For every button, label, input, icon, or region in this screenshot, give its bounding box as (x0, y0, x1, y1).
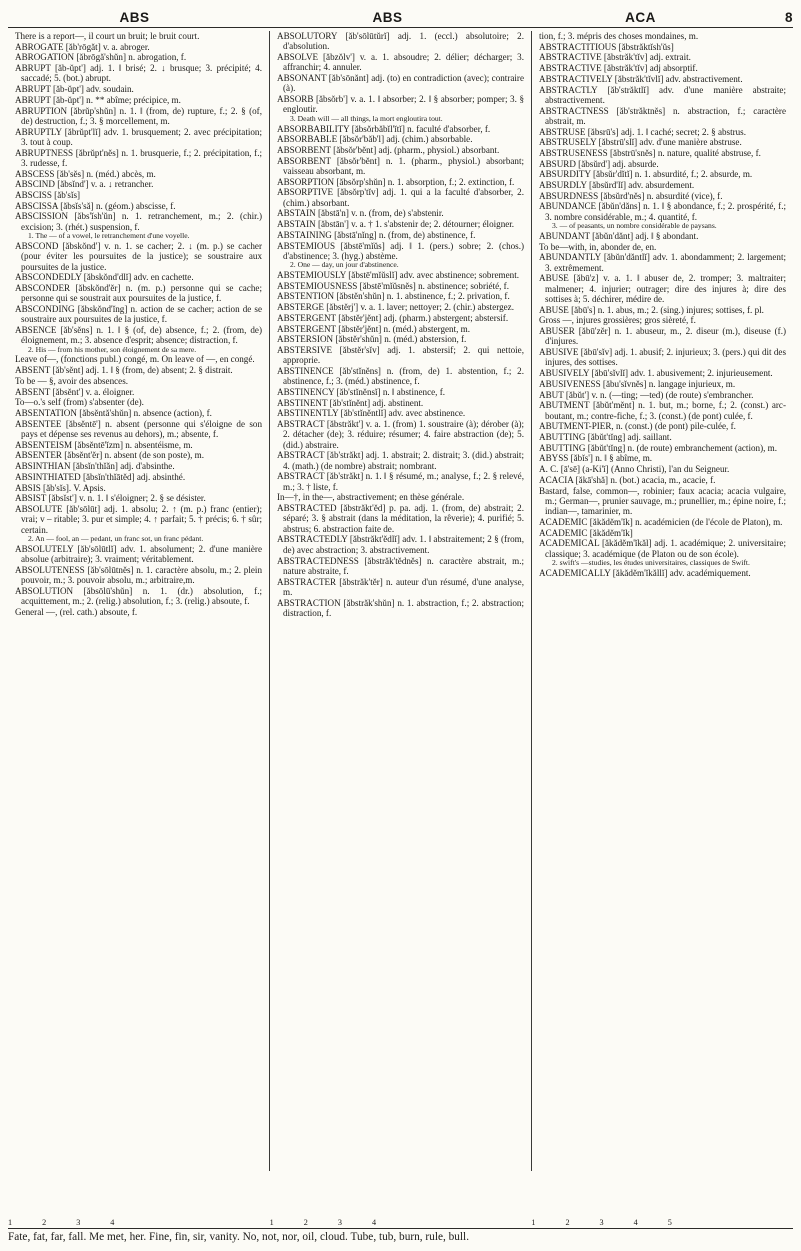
dictionary-entry (277, 134, 524, 144)
entry-text: ABSOLVE [ăbzŏlv'] v. a. 1. absoudre; 2. délier; décharger; 3. affranchir; 4. annuler. (277, 52, 524, 73)
dictionary-entry (277, 291, 524, 301)
running-head-right: ACA (625, 10, 656, 25)
entry-text: ABRUPTLY [ăbrŭpt'lĭ] adv. 1. brusquement; 2. avec précipitation; 3. tout à coup. (15, 126, 262, 147)
dictionary-entry (539, 106, 786, 127)
entry-text: ABUTMENT [ăbŭt'mĕnt] n. 1. but, m.; borne, f.; 2. (const.) arc-boutant, m.; contre-fiche, f.; 3. (const.) (de pont) culée, f. (539, 400, 786, 421)
dictionary-entry (15, 179, 262, 189)
entry-text: ABSTINENCY [ăb'stĭnĕnsĭ] n. ‖ abstinence, f. (277, 386, 446, 397)
entry-text: tion, f.; 3. mépris des choses mondaines, m. (539, 31, 699, 41)
entry-text: To be — §, avoir des absences. (15, 375, 129, 386)
page-number: 8 (784, 10, 793, 25)
key-num: 5 (667, 1218, 672, 1228)
dictionary-entry (539, 538, 786, 567)
entry-text: ABSORBENT [ăbsŏr'bĕnt] n. 1. (pharm., physiol.) absorbant; vaisseau absorbant, m. (277, 155, 524, 176)
dictionary-column (8, 31, 269, 1171)
entry-text: ABSTRACTER [ăbstrăk'tĕr] n. auteur d'un résumé, d'une analyse, m. (277, 576, 524, 597)
entry-text: ABSOLUTORY [ăb'sōlūtŭrĭ] adj. 1. (eccl.) absolutoire; 2. d'absolution. (277, 31, 524, 52)
dictionary-entry (277, 471, 524, 492)
dictionary-entry (277, 334, 524, 344)
entry-text: ABSORB [ăbsŏrb'] v. a. 1. ‖ absorber; 2. ‖ § absorber; pomper; 3. § engloutir. (277, 94, 524, 115)
dictionary-entry (277, 450, 524, 471)
entry-text: ABSIS [ăb'sĭs]. V. Apsis. (15, 482, 106, 493)
dictionary-entry (277, 419, 524, 450)
dictionary-entry (539, 464, 786, 474)
dictionary-entry (277, 387, 524, 397)
entry-note: 2. One — day, un jour d'abstinence. (290, 260, 399, 270)
entry-text: ABSTEMIOUSLY [ăbstē'mĭŭslĭ] adv. avec abstinence; sobrement. (277, 270, 519, 281)
entry-text: ABSTRACTNESS [ăb'străktnĕs] n. abstraction, f.; caractère abstrait, m. (539, 105, 786, 126)
entry-text: ABSURDLY [ăbsŭrd'lĭ] adv. absurdement. (539, 180, 695, 191)
key-num: 3 (337, 1218, 342, 1228)
dictionary-entry (539, 201, 786, 230)
dictionary-entry (15, 440, 262, 450)
entry-text: ABSOLUTION [ăbsōlū'shŭn] n. 1. (dr.) absolution, f.; acquittement, m.; 2. (relig.) absolution, f.; 3. (relig.) absoute, f. (15, 585, 262, 607)
dictionary-entry (539, 347, 786, 368)
entry-text: ABSORBABILITY [ăbsŏrbăbĭl'ĭtĭ] n. faculté d'absorber, f. (277, 123, 491, 134)
dictionary-entry (539, 379, 786, 389)
entry-text: ABSOLUTE [ăb'sōlūt] adj. 1. absolu; 2. ↑ (m. p.) franc (entier); vrai; v – ritable; 3. pur et simple; 4. ↑ parfait; 5. † précis; 6. † sûr; certain. (15, 503, 262, 535)
dictionary-entry (277, 52, 524, 73)
dictionary-entry (539, 453, 786, 463)
running-head (8, 10, 793, 25)
key-num: 4 (110, 1218, 115, 1228)
entry-text: ABSORPTION [ăbsŏrp'shŭn] n. 1. absorption, f.; 2. extinction, f. (277, 176, 515, 187)
entry-text: ABROGATE [ăb'rōgăt] v. a. abroger. (15, 41, 150, 52)
key-num: 3 (76, 1218, 81, 1228)
entry-text: ABSTAINING [ăbstā'nĭng] n. (from, de) abstinence, f. (277, 229, 476, 240)
dictionary-entry (15, 450, 262, 460)
dictionary-entry (539, 273, 786, 304)
entry-text: To—o.'s self (from) s'absenter (de). (15, 397, 144, 408)
dictionary-entry (15, 127, 262, 148)
entry-text: ABSTENTION [ăbstĕn'shŭn] n. 1. abstinence, f.; 2. privation, f. (277, 291, 510, 302)
dictionary-entry (277, 187, 524, 208)
key-num: 4 (633, 1218, 638, 1228)
entry-text: ABSTRACTION [ăbstrăk'shŭn] n. 1. abstraction, f.; 2. abstraction; distraction, f. (277, 597, 524, 618)
entry-text: ABSURDNESS [ăbsŭrd'nĕs] n. absurdité (vice), f. (539, 190, 723, 201)
entry-text: ABSTEMIOUS [ăbstē'mĭŭs] adj. ‖ 1. (pers.) sobre; 2. (chos.) d'abstinence; 3. (hyg.) abstème. (277, 240, 524, 261)
entry-text: Leave of—, (fonctions publ.) congé, m. On leave of —, en congé. (15, 354, 255, 365)
entry-text: ABSTRACTEDLY [ăbstrăkt'ĕdlĭ] adv. 1. ‖ abstraitement; 2 § (from, de) avec abstraction; 3. abstractivement. (277, 534, 524, 555)
dictionary-entry (277, 345, 524, 366)
entry-text: ABSTERSION [ăbstĕr'shŭn] n. (méd.) abstersion, f. (277, 334, 467, 345)
dictionary-entry (15, 201, 262, 211)
key-num: 2 (42, 1218, 47, 1228)
dictionary-entry (539, 421, 786, 431)
dictionary-entry (539, 31, 786, 41)
entry-text: ABSTRUSELY [ăbstrū'slĭ] adv. d'une manière abstruse. (539, 137, 742, 148)
key-num: 1 (531, 1218, 536, 1228)
entry-text: ABUSIVE [ăbū'sĭv] adj. 1. abusif; 2. injurieux; 3. (pers.) qui dit des injures, des sottises. (539, 347, 786, 368)
entry-text: ACACIA [ăkā'shă] n. (bot.) acacia, m., acacie, f. (539, 474, 716, 485)
entry-text: ABSURD [ăbsŭrd'] adj. absurde. (539, 158, 659, 169)
entry-text: ABSORBENT [ăbsŏr'bĕnt] adj. (pharm., physiol.) absorbant. (277, 144, 500, 155)
entry-text: ABSTRACTIVELY [ăbstrăk'tĭvlĭ] adv. abstractivement. (539, 73, 743, 84)
pronunciation-key (8, 1218, 793, 1245)
dictionary-entry (15, 304, 262, 325)
entry-text: General —, (rel. cath.) absoute, f. (15, 606, 138, 617)
key-num: 4 (371, 1218, 377, 1228)
entry-text: ABRUPTION [ăbrŭp'shŭn] n. 1. ‖ (from, de) rupture, f.; 2. § (of, de) destruction, f.; 3. § morcellement, m. (15, 105, 262, 126)
dictionary-entry (15, 607, 262, 617)
dictionary-entry (277, 219, 524, 229)
dictionary-entry (539, 85, 786, 106)
dictionary-column (269, 31, 531, 1171)
dictionary-entry (15, 31, 262, 41)
dictionary-entry (539, 127, 786, 137)
dictionary-entry (15, 63, 262, 84)
entry-text: ABSCONDING [ăbskŏnd'ĭng] n. action de se cacher; action de se soustraire aux poursuites de la justice, f. (15, 303, 262, 325)
entry-note: 2. His — from his mother, son éloignement de sa mere. (28, 344, 197, 354)
entry-text: ABSENT [ăbsĕnt'] v. a. éloigner. (15, 386, 135, 397)
entry-text: ABUSER [ăbū'zĕr] n. 1. abuseur, m., 2. diseur (m.), diseuse (f.) d'injures. (539, 326, 786, 347)
entry-text: ABSCISSA [ăbsĭs'să] n. (géom.) abscisse, f. (15, 200, 176, 211)
entry-text: ABSORBABLE [ăbsŏr'băb'l] adj. (chim.) absorbable. (277, 134, 473, 145)
dictionary-entry (277, 156, 524, 177)
dictionary-entry (539, 191, 786, 201)
entry-text: ABSONANT [ăb'sōnănt] adj. (to) en contradiction (avec); contraire (à). (277, 73, 524, 94)
entry-text: ABUSE [ăbū's] n. 1. abus, m.; 2. (sing.) injures; sottises, f. pl. (539, 304, 764, 315)
entry-text: ABSENTATION [ăbsĕntă'shŭn] n. absence (action), f. (15, 408, 212, 418)
dictionary-entry (15, 472, 262, 482)
entry-text: ABSTERSIVE [ăbstĕr'sĭv] adj. 1. abstersif; 2. qui nettoie, approprie. (277, 344, 524, 366)
dictionary-entry (15, 419, 262, 440)
dictionary-entry (277, 398, 524, 408)
entry-note: 2. An — fool, an — pedant, un franc sot, un franc pédant. (28, 533, 204, 543)
entry-text: In—†, in the—, abstractivement; en thèse générale. (277, 492, 465, 503)
dictionary-entry (15, 272, 262, 282)
entry-text: ABYSS [ăbĭs'] n. ‖ § abîme, m. (539, 453, 653, 464)
entry-text: ABSINTHIAN [ăbsĭn'thĭăn] adj. d'absinthe. (15, 461, 175, 472)
dictionary-entry (277, 270, 524, 280)
dictionary-entry (539, 42, 786, 52)
entry-text: ABSENCE [ăb'sĕns] n. 1. ‖ § (of, de) absence, f.; 2. (from, de) éloignement, m.; 3. absence d'esprit; absence; distraction, f. (15, 324, 262, 346)
header-divider (8, 27, 793, 28)
dictionary-entry (277, 302, 524, 312)
dictionary-entry (539, 137, 786, 147)
entry-text: ABSTRUSENESS [ăbstrū'snĕs] n. nature, qualité abstruse, f. (539, 147, 761, 158)
dictionary-entry (15, 241, 262, 272)
running-head-left: ABS (119, 10, 150, 25)
dictionary-entry (539, 486, 786, 517)
entry-text: ABSOLUTELY [ăb'sōlūtlĭ] adv. 1. absolument; 2. d'une manière absolue (arbitraire); 3. vraiment; véritablement. (15, 543, 262, 565)
dictionary-entry (539, 400, 786, 421)
entry-text: ABSOLUTENESS [ăb'sōlūtnĕs] n. 1. caractère absolu, m.; 2. plein pouvoir, m.; 3. pouvoir absolu, m.; arbitraire,m. (15, 564, 262, 586)
dictionary-entry (277, 534, 524, 555)
dictionary-entry (15, 544, 262, 565)
entry-text: ABRUPTNESS [ăbrŭpt'nĕs] n. 1. brusquerie, f.; 2. précipitation, f.; 3. rudesse, f. (15, 147, 262, 168)
dictionary-entry (277, 503, 524, 534)
dictionary-entry (539, 159, 786, 169)
entry-text: ABROGATION [ăbrōgă'shŭn] n. abrogation, f. (15, 52, 187, 63)
dictionary-entry (15, 461, 262, 471)
entry-text: ABSIST [ăbsĭst'] v. n. 1. ‖ s'éloigner; 2. § se désister. (15, 493, 206, 504)
entry-text: ABSTRACTIVE [ăbstrăk'tĭv] adj absorptif. (539, 63, 698, 74)
dictionary-entry (15, 211, 262, 240)
entry-text: ABRUPT [ăb-ŭpt'] n. ** abîme; précipice, m. (15, 94, 181, 105)
dictionary-entry (15, 148, 262, 169)
entry-text: ABSTINENCE [ăb'stĭnĕns] n. (from, de) 1. abstention, f.; 2. abstinence, f.; 3. (méd.) abstinence, f. (277, 365, 524, 387)
key-num: 2 (303, 1218, 308, 1228)
entry-note: 3. — of peasants, un nombre considérable de paysans. (552, 221, 717, 231)
dictionary-entry (15, 354, 262, 364)
entry-text: ABUTTING [ăbŭt'tĭng] adj. saillant. (539, 432, 672, 442)
entry-text: ABSENTEE [ăbsĕntē'] n. absent (personne qui s'éloigne de son pays et dépense ses revenus au dehors), m.; absente, f. (15, 418, 262, 440)
dictionary-entry (539, 517, 786, 527)
dictionary-entry (277, 94, 524, 123)
dictionary-entry (277, 177, 524, 187)
dictionary-entry (15, 408, 262, 418)
dictionary-entry (539, 315, 786, 325)
dictionary-entry (277, 577, 524, 598)
entry-text: ABSCIND [ăbsĭnd'] v. a. ↓ retrancher. (15, 179, 154, 190)
entry-text: ABUNDANCE [ăbŭn'dăns] n. 1. ‖ § abondance, f.; 2. prospérité, f.; 3. nombre considérable, m.; 4. quantité, f. (539, 201, 786, 222)
key-numbers-right (531, 1218, 793, 1227)
dictionary-entry (15, 95, 262, 105)
entry-text: ABUSIVELY [ăbū'sĭvlĭ] adv. 1. abusivement; 2. injurieusement. (539, 368, 773, 379)
entry-text: ABRUPT [ăb-ŭpt'] adv. soudain. (15, 84, 134, 95)
running-head-center: ABS (372, 10, 403, 25)
entry-text: Gross —, injures grossières; gros sièreté, f. (539, 315, 696, 326)
dictionary-entry (277, 556, 524, 577)
dictionary-entry (539, 252, 786, 273)
dictionary-entry (15, 84, 262, 94)
entry-text: ABUSIVENESS [ăbu'sĭvnĕs] n. langage injurieux, m. (539, 378, 736, 389)
entry-text: ABSINTHIATED [ăbsĭn'thĭātĕd] adj. absinthé. (15, 471, 186, 482)
entry-text: ABSTERGENT [ăbstĕr'jĕnt] adj. (pharm.) abstergent; abstersif. (277, 312, 509, 323)
dictionary-entry (15, 52, 262, 62)
dictionary-entry (15, 387, 262, 397)
dictionary-entry (15, 325, 262, 354)
dictionary-entry (539, 390, 786, 400)
dictionary-entry (539, 242, 786, 252)
dictionary-entry (277, 492, 524, 502)
dictionary-entry (539, 231, 786, 241)
entry-text: ABUTMENT-PIER, n. (const.) (de pont) pile-culée, f. (539, 421, 736, 432)
entry-text: ABRUPT [ăb-ŭpt'] adj. 1. ‖ brisé; 2. ↓ brusque; 3. précipité; 4. saccadé; 5. (bot.) abrupt. (15, 63, 262, 84)
dictionary-entry (539, 432, 786, 442)
entry-text: ABSCESS [ăb'sĕs] n. (méd.) abcès, m. (15, 168, 156, 179)
entry-note: 3. Death will — all things, la mort engloutira tout. (290, 113, 443, 123)
entry-text: ABUSE [ăbū'z] v. a. 1. ‖ abuser de, 2. tromper; 3. maltraiter; malmener; 4. injurier; outrager; dire des injures à; dire des sottises à; 5. déchirer, médire de. (539, 273, 786, 305)
entry-text: ABUT [ăbŭt'] v. n. (—ting; —ted) (de route) s'embrancher. (539, 389, 754, 400)
entry-text: ABUNDANTLY [ăbŭn'dăntlĭ] adv. 1. abondamment; 2. largement; 3. extrêmement. (539, 252, 786, 273)
entry-text: ABSTRACT [ăbstrăkt'] v. a. 1. (from) 1. soustraire (à); dérober (à); 2. détacher (de); 3. réduire; résumer; 4. faire abstraction (de); 5. (did.) abstraire. (277, 419, 524, 450)
entry-text: ABSCONDER [ăbskŏnd'ĕr] n. (m. p.) personne qui se cache; personne qui se soustrait aux poursuites de la justice, f. (15, 282, 262, 304)
entry-text: ABSTINENT [ăb'stĭnĕnt] adj. abstinent. (277, 397, 424, 408)
entry-text: ABSENT [ăb'sĕnt] adj. 1. ‖ § (from, de) absent; 2. § distrait. (15, 365, 233, 376)
key-numbers-left (8, 1218, 270, 1227)
dictionary-entry (15, 190, 262, 200)
entry-text: ABSTEMIOUSNESS [ăbstē'mĭŭsnĕs] n. abstinence; sobriété, f. (277, 280, 509, 291)
entry-text: ABSTRACTIVE [ăbstrăk'tĭv] adj. extrait. (539, 52, 691, 63)
entry-text: ACADEMICALLY [ăkădĕm'ĭkăllĭ] adv. académiquement. (539, 567, 751, 578)
dictionary-entry (277, 230, 524, 240)
dictionary-entry (539, 568, 786, 578)
dictionary-entry (15, 106, 262, 127)
entry-text: ABSTERGE [ăbstĕrj'] v. a. 1. laver; nettoyer; 2. (chir.) abstergez. (277, 302, 514, 313)
dictionary-entry (539, 180, 786, 190)
dictionary-entry (277, 324, 524, 334)
entry-text: ACADEMICAL [ăkădĕm'ĭkăl] adj. 1. académique; 2. universitaire; classique; 3. académique (de Platon ou de son école). (539, 538, 786, 559)
entry-text: ABSCONDEDLY [ăbskŏnd'dlĭ] adv. en cachette. (15, 272, 194, 283)
key-numbers-mid (270, 1218, 532, 1227)
entry-text: ABSTRACTED [ăbstrăkt'ĕd] p. pa. adj. 1. (from, de) abstrait; 2. séparé; 3. § abstrait (dans la méditation, la rêverie); 4. purifié; 5. abstrus; 6. abstraction faite de. (277, 503, 524, 534)
entry-text: ABSURDITY [ăbsŭr'dĭtĭ] n. 1. absurdité, f.; 2. absurde, m. (539, 169, 753, 180)
dictionary-entry (277, 598, 524, 619)
dictionary-entry (277, 408, 524, 418)
dictionary-column (531, 31, 793, 1171)
dictionary-entry (277, 281, 524, 291)
entry-text: ACADEMIC [ăkădĕm'ĭk] n. académicien (de l'école de Platon), m. (539, 516, 783, 527)
entry-note: 1. The — of a vowel, le retranchement d'une voyelle. (28, 231, 190, 241)
dictionary-entry (539, 148, 786, 158)
key-num: 3 (599, 1218, 604, 1228)
entry-text: ABSTAIN [ăbstān'] v. a. † 1. s'abstenir de; 2. détourner; éloigner. (277, 219, 515, 230)
entry-text: To be—with, in, abonder de, en. (539, 241, 657, 252)
dictionary-entry (539, 326, 786, 347)
entry-note: 2. swift's —studies, les études universitaires, classiques de Swift. (552, 557, 750, 567)
entry-text: ABSTRACT [ăb'străkt] adj. 1. abstrait; 2. distrait; 3. (did.) abstrait; 4. (math.) (de nombre) abstrait; nombrant. (277, 450, 524, 471)
dictionary-entry (539, 305, 786, 315)
dictionary-entry (539, 443, 786, 453)
entry-text: ABSTRACTLY [ăb'străktlĭ] adv. d'une manière abstraite; abstractivement. (539, 84, 786, 105)
entry-text: ABSTRACT [ăb'străkt] n. 1. ‖ § résumé, m.; analyse, f.; 2. § relevé, m.; 3. † liste, f. (277, 471, 524, 492)
entry-text: ABSCISS [ăb'sĭs] (15, 189, 81, 200)
dictionary-entry (15, 504, 262, 543)
dictionary-entry (15, 376, 262, 386)
entry-text: ABSCISSION [ăbs'ĭsh'ŭn] n. 1. retranchement, m.; 2. (chir.) excision; 3. (rhét.) suspension, f. (15, 211, 262, 232)
dictionary-entry (277, 124, 524, 134)
entry-text: ABSTINENTLY [ăb'stĭnĕntlĭ] adv. avec abstinence. (277, 408, 466, 419)
entry-text: ABSTAIN [ăbstā'n] v. n. (from, de) s'abstenir. (277, 208, 444, 219)
dictionary-entry (539, 169, 786, 179)
key-num: 2 (565, 1218, 570, 1228)
dictionary-entry (277, 31, 524, 52)
dictionary-entry (15, 42, 262, 52)
pronunciation-key-numbers (8, 1218, 793, 1227)
dictionary-entry (15, 365, 262, 375)
dictionary-entry (539, 52, 786, 62)
column-container (8, 31, 793, 1171)
entry-text: ABSTRACTEDNESS [ăbstrăk'tĕdnĕs] n. caractère abstrait, m.; nature abstraite, f. (277, 555, 524, 576)
dictionary-entry (539, 63, 786, 73)
entry-text: ACADEMIC [ăkădĕm'ĭk] (539, 527, 633, 538)
entry-text: ABSTRUSE [ăbsrū's] adj. 1. ‖ caché; secret; 2. § abstrus. (539, 126, 746, 137)
entry-text: ABUTTING [ăbŭt'tĭng] n. (de route) embranchement (action), m. (539, 442, 777, 453)
dictionary-entry (277, 73, 524, 94)
entry-text: Bastard, false, common—, robinier; faux acacia; acacia vulgaire, m.; German—, prunier sauvage, m.; prunellier, m.; épine noire, f.; indian—, tamarinier, m. (539, 485, 786, 517)
dictionary-entry (15, 493, 262, 503)
entry-text: There is a report—, il court un bruit; le bruit court. (15, 31, 200, 41)
dictionary-entry (539, 368, 786, 378)
pronunciation-key-line: Fate, fat, far, fall. Me met, her. Fine, fin, sir, vanity. No, not, nor, oil, cloud. Tube, tub, burn, rule, bull. (8, 1231, 470, 1244)
entry-text: A. C. [ā'sē] (a-Ki'ĭ] (Anno Christi), l'an du Seigneur. (539, 464, 730, 475)
dictionary-entry (277, 241, 524, 270)
key-num: 1 (8, 1218, 13, 1228)
dictionary-entry (539, 475, 786, 485)
dictionary-entry (539, 74, 786, 84)
dictionary-entry (277, 208, 524, 218)
entry-text: ABSTRACTITIOUS [ăbstrăktĭsh'ŭs] (539, 41, 674, 52)
key-num: 1 (269, 1218, 274, 1228)
dictionary-entry (15, 397, 262, 407)
dictionary-entry (277, 145, 524, 155)
dictionary-entry (277, 366, 524, 387)
dictionary-entry (15, 483, 262, 493)
dictionary-entry (15, 283, 262, 304)
dictionary-entry (15, 169, 262, 179)
entry-text: ABSENTER [ăbsĕnt'ĕr] n. absent (de son poste), m. (15, 450, 205, 461)
entry-text: ABSENTEISM [ăbsĕntē'ĭzm] n. absentéisme, m. (15, 439, 193, 450)
entry-text: ABSTERGENT [ăbstĕr'jĕnt] n. (méd.) abstergent, m. (277, 323, 470, 334)
entry-text: ABSORPTIVE [ăbsŏrp'tĭv] adj. 1. qui a la faculté d'absorber, 2. (chim.) absorbant. (277, 187, 524, 208)
dictionary-entry (15, 586, 262, 607)
dictionary-entry (277, 313, 524, 323)
dictionary-entry (539, 528, 786, 538)
dictionary-entry (15, 565, 262, 586)
entry-text: ABSCOND [ăbskŏnd'] v. n. 1. se cacher; 2. ↓ (m. p.) se cacher (pour éviter les poursuites de la justice); se soustraire aux poursuites de la justice. (15, 240, 262, 272)
entry-text: ABUNDANT [ăbŭn'dănt] adj. ‖ § abondant. (539, 230, 699, 241)
